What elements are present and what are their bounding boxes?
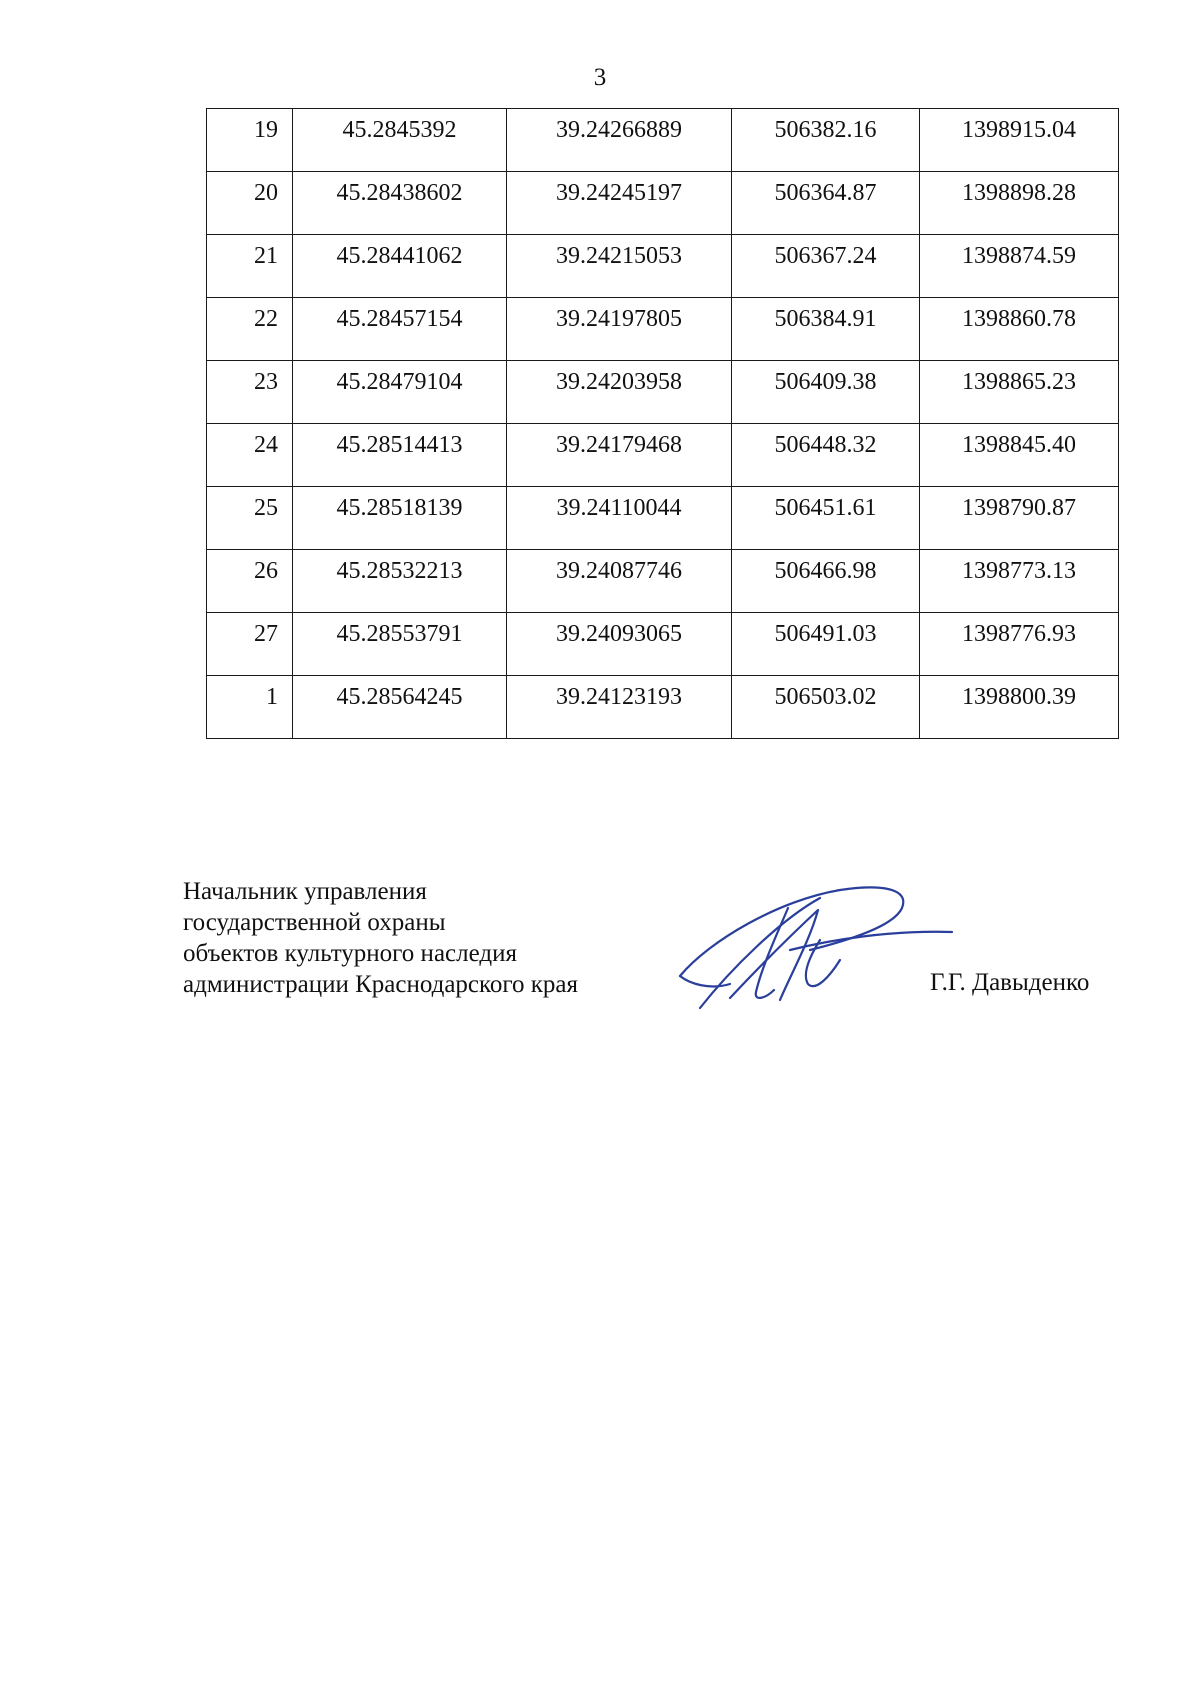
coordinate-cell: 1398915.04: [920, 109, 1119, 172]
coordinate-cell: 45.28457154: [293, 298, 507, 361]
coordinates-table: [206, 108, 1119, 739]
signer-title-line: государственной охраны: [183, 909, 446, 936]
table-row: [207, 172, 1119, 235]
coordinate-cell: 1398773.13: [920, 550, 1119, 613]
coordinate-cell: 45.28441062: [293, 235, 507, 298]
coordinate-cell: 1398845.40: [920, 424, 1119, 487]
table-row: [207, 235, 1119, 298]
coordinate-cell: 1398860.78: [920, 298, 1119, 361]
table-row: [207, 424, 1119, 487]
coordinate-cell: 506384.91: [732, 298, 920, 361]
coordinate-cell: 39.24266889: [507, 109, 732, 172]
coordinate-cell: 1398800.39: [920, 676, 1119, 739]
coordinate-cell: 506409.38: [732, 361, 920, 424]
coordinate-cell: 506382.16: [732, 109, 920, 172]
coordinate-cell: 45.28553791: [293, 613, 507, 676]
coordinate-cell: 1398898.28: [920, 172, 1119, 235]
coordinate-cell: 39.24203958: [507, 361, 732, 424]
coordinate-cell: 39.24245197: [507, 172, 732, 235]
coordinates-table-body: [207, 109, 1119, 739]
point-number-cell: 19: [207, 109, 293, 172]
coordinate-cell: 39.24087746: [507, 550, 732, 613]
coordinate-cell: 45.28514413: [293, 424, 507, 487]
coordinate-cell: 45.28518139: [293, 487, 507, 550]
coordinate-cell: 506451.61: [732, 487, 920, 550]
coordinate-cell: 45.28532213: [293, 550, 507, 613]
signer-title-line: объектов культурного наследия: [183, 940, 517, 967]
signer-title: [183, 876, 578, 1000]
coordinate-cell: 1398790.87: [920, 487, 1119, 550]
coordinate-cell: 45.28564245: [293, 676, 507, 739]
coordinate-cell: 506367.24: [732, 235, 920, 298]
coordinate-cell: 506466.98: [732, 550, 920, 613]
point-number-cell: 21: [207, 235, 293, 298]
table-row: [207, 487, 1119, 550]
coordinate-cell: 506364.87: [732, 172, 920, 235]
table-row: [207, 676, 1119, 739]
signer-name: Г.Г. Давыденко: [930, 969, 1090, 996]
point-number-cell: 27: [207, 613, 293, 676]
point-number-cell: 20: [207, 172, 293, 235]
table-row: [207, 109, 1119, 172]
coordinate-cell: 506448.32: [732, 424, 920, 487]
coordinate-cell: 39.24110044: [507, 487, 732, 550]
point-number-cell: 25: [207, 487, 293, 550]
coordinate-cell: 45.28438602: [293, 172, 507, 235]
coordinate-cell: 45.2845392: [293, 109, 507, 172]
coordinate-cell: 506503.02: [732, 676, 920, 739]
signer-title-line: администрации Краснодарского края: [183, 971, 579, 998]
coordinate-cell: 39.24197805: [507, 298, 732, 361]
point-number-cell: 24: [207, 424, 293, 487]
coordinate-cell: 39.24179468: [507, 424, 732, 487]
table-row: [207, 613, 1119, 676]
page-number: 3: [593, 64, 607, 91]
table-row: [207, 361, 1119, 424]
point-number-cell: 22: [207, 298, 293, 361]
signature-icon: [670, 880, 960, 1020]
coordinate-cell: 39.24215053: [507, 235, 732, 298]
coordinate-cell: 1398874.59: [920, 235, 1119, 298]
table-row: [207, 298, 1119, 361]
coordinate-cell: 39.24123193: [507, 676, 732, 739]
signer-title-line: Начальник управления: [183, 878, 427, 905]
coordinate-cell: 1398776.93: [920, 613, 1119, 676]
coordinate-cell: 45.28479104: [293, 361, 507, 424]
point-number-cell: 1: [207, 676, 293, 739]
table-row: [207, 550, 1119, 613]
coordinate-cell: 1398865.23: [920, 361, 1119, 424]
coordinate-cell: 506491.03: [732, 613, 920, 676]
point-number-cell: 26: [207, 550, 293, 613]
coordinate-cell: 39.24093065: [507, 613, 732, 676]
point-number-cell: 23: [207, 361, 293, 424]
